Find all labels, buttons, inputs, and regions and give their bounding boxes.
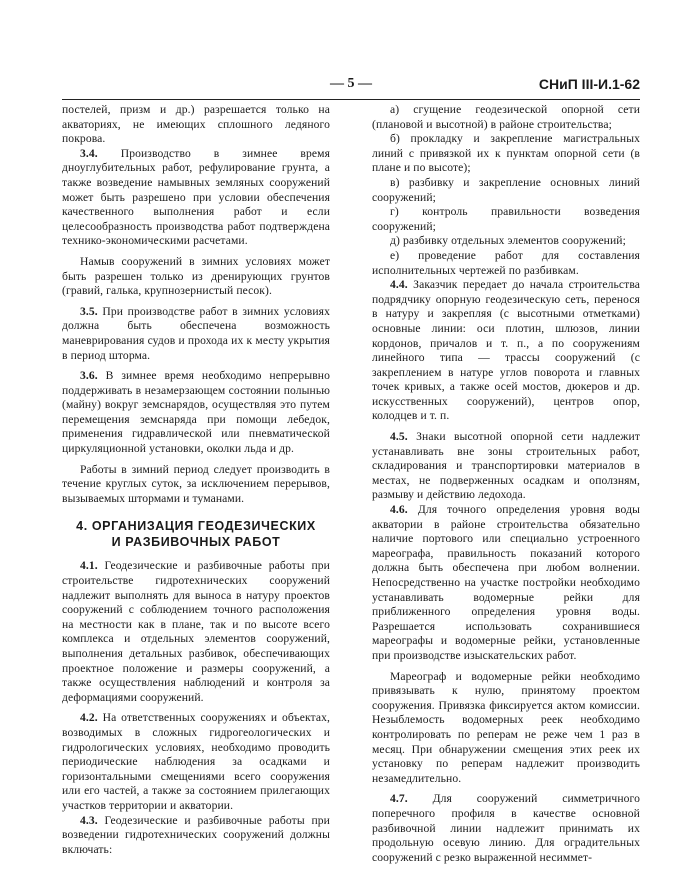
clause-text: Геодезические и разбивочные работы при строительстве гидротехнических сооружений надлежит выполнять для выноса в натуру проектов сооружений с соблюдением точного расположения на местности как в плане, так и по высоте всего комплекса и отдельных элементов сооружений, выполнения детальных разбивок, обеспечивающих проектное положение и размеры сооружений, а также осуществления наблюдений и контроля за деформациями сооружений. [62, 559, 330, 704]
clause-number: 4.5. [390, 430, 408, 444]
clause-3-4 [62, 147, 330, 249]
paragraph: Намыв сооружений в зимних условиях может быть разрешен только из дренирующих грунтов (гравий, галька, крупнозернистый песок). [62, 254, 330, 298]
clause-text: В зимнее время необходимо непрерывно поддерживать в незамерзающем состоянии полынью (майну) вокруг земснарядов, осуществляя это путем перемещения земснаряда при помощи лебедок, применения гидравлической или пневматической циркуляционной установки, околки льда и др. [62, 369, 330, 456]
clause-4-5 [372, 430, 640, 503]
clause-3-5 [62, 305, 330, 363]
list-item: г) контроль правильности возведения сооружений; [372, 205, 640, 233]
clause-number: 4.6. [390, 503, 408, 517]
header-rule [62, 99, 640, 100]
list-item: а) сгущение геодезической опорной сети (плановой и высотной) в районе строительства; [372, 103, 640, 131]
section-title [62, 518, 330, 550]
list-item: б) прокладку и закрепление магистральных линий с привязкой их к пунктам опорной сети (в плане и по высоте); [372, 132, 640, 175]
document-code: СНиП III-И.1-62 [538, 76, 640, 92]
clause-text: На ответственных сооружениях и объектах, возводимых в сложных гидрогеологических и гидрологических условиях, необходимо проводить периодические наблюдения за осадками и горизонтальными смещениями всего сооружения или его частей, а также за состоянием прилегающих участков территории и акватории. [62, 711, 330, 812]
clause-4-3 [62, 814, 330, 858]
clause-text: Заказчик передает до начала строительства подрядчику опорную геодезическую сеть, перенося в натуру и закрепляя (с высотными отметками) основные линии: оси плотин, шлюзов, линии кордонов, причалов и т. п., а по сооружениям линейного типа — трассы сооружений (с закреплением в натуре углов поворота и главных точек кривых, а также осей мостов, дюкеров и др. искусственных сооружений), центров опор, колодцев и т. п. [372, 278, 640, 423]
page-number: — 5 — [330, 76, 372, 91]
clause-text: Для сооружений симметричного поперечного профиля в качестве основной разбивочной линии надлежит принимать их продольную осевую линию. Для оградительных сооружений с резко выраженной несиммет- [372, 792, 640, 864]
left-column [62, 103, 330, 857]
paragraph: Мареограф и водомерные рейки необходимо привязывать к нулю, принятому проектом сооружения. Привязка фиксируется актом комиссии. Незыблемость водомерных реек необходимо контролировать по реперам не реже чем 1 раз в месяц. При обнаружении смещения этих реек их установку по реперам надлежит производить незамедлительно. [372, 669, 640, 785]
clause-4-1 [62, 559, 330, 705]
page-header [62, 76, 640, 94]
clause-number: 4.3. [80, 813, 98, 827]
clause-text: Производство в зимнее время дноуглубительных работ, рефулирование грунта, а также возведение намывных земляных сооружений может быть разрешено при условии обеспечения качественного выполнения работ и если целесообразность производства работ подтверждена технико-экономическими расчетами. [62, 146, 330, 248]
section-title-line: 4. ОРГАНИЗАЦИЯ ГЕОДЕЗИЧЕСКИХ [76, 519, 316, 534]
list-item: д) разбивку отдельных элементов сооружений; [390, 234, 626, 248]
clause-4-6 [372, 503, 640, 664]
clause-4-4 [372, 278, 640, 424]
clause-number: 3.5. [80, 304, 98, 318]
clause-4-2 [62, 711, 330, 813]
paragraph: постелей, призм и др.) разрешается только на акваториях, не имеющих сплошного ледяного покрова. [62, 103, 330, 146]
paragraph: Работы в зимний период следует производить в течение круглых суток, за исключением перерывов, вызываемых штормами и туманами. [62, 462, 330, 505]
list-item: в) разбивку и закрепление основных линий сооружений; [372, 175, 640, 204]
list-item: е) проведение работ для составления исполнительных чертежей по разбивкам. [372, 248, 640, 277]
section-title-line: И РАЗБИВОЧНЫХ РАБОТ [111, 535, 281, 550]
right-column [372, 103, 640, 865]
clause-text: Геодезические и разбивочные работы при возведении гидротехнических сооружений должны включать: [62, 813, 330, 856]
clause-text: При производстве работ в зимних условиях должна быть обеспечена возможность маневрирования судов и прохода их к месту укрытия в период шторма. [62, 304, 330, 362]
clause-text: Знаки высотной опорной сети надлежит устанавливать вне зоны строительных работ, складирования и транспортировки материалов в местах, не подверженных осадкам и оползням, размыву и действию ледохода. [372, 430, 640, 502]
clause-number: 4.4. [390, 278, 408, 292]
clause-3-6 [62, 369, 330, 457]
clause-number: 4.1. [80, 559, 98, 573]
clause-4-7 [372, 792, 640, 865]
clause-number: 3.6. [80, 369, 98, 383]
clause-number: 3.4. [80, 146, 98, 160]
clause-number: 4.2. [80, 711, 98, 725]
clause-number: 4.7. [390, 792, 408, 806]
clause-text: Для точного определения уровня воды акватории в районе строительства обязательно наличие портового или специально устроенного мареографа, правильность показаний которого должна быть обеспечена при любом волнении. Непосредственно на участке постройки необходимо устанавливать водомерные рейки для приближенного определения уровня воды. Разрешается использовать сохранившиеся мареографы и водомерные рейки, установленные при производстве изыскательских работ. [372, 503, 640, 662]
